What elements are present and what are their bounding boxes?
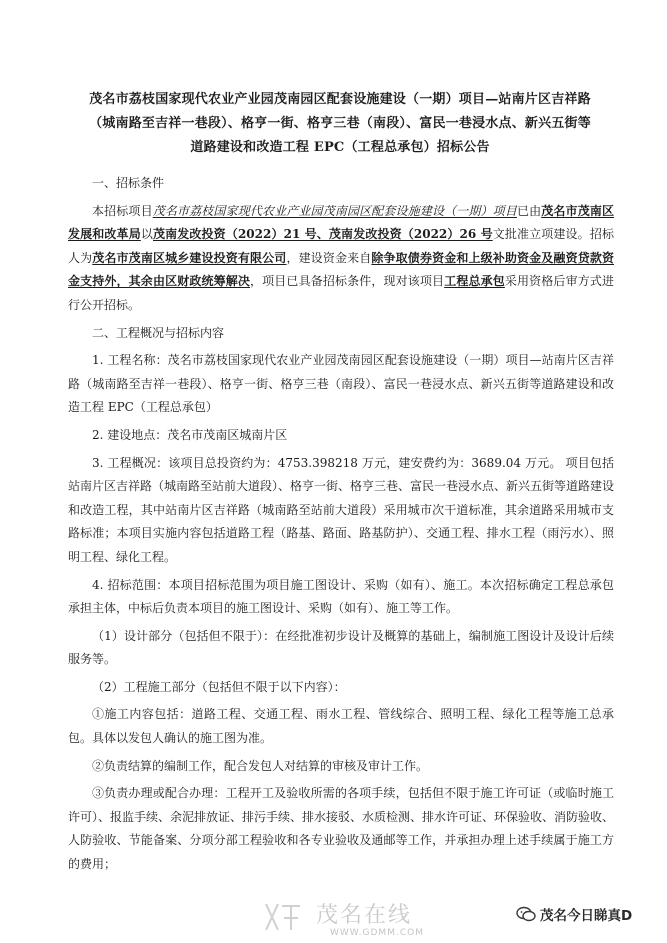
section-heading-bidding-conditions: 一、招标条件 bbox=[92, 176, 165, 190]
bidding-conditions-paragraph: 本招标项目茂名市荔枝国家现代农业产业园茂南园区配套设施建设（一期）项目已由茂名市茂南区发展和改革局以茂南发改投资（2022）21 号、茂南发改投资（2022）26 号文批准立项建设。招标人为茂名市茂南区城乡建设投资有限公司，建设资金来自除争取债券资金和上级补助资金及融资贷款资金支持外，其余由区财政统筹解决，项目已具备招标条件，现对该项目工程总承包采用资格后审方式进行公开招标。 bbox=[68, 203, 614, 312]
watermark-url: WWW.GDMM.COM bbox=[330, 928, 424, 938]
construction-content-3: ③负责办理或配合办理：工程开工及验收所需的各项手续，包括但不限于施工许可证（或临时施工许可）、报监手续、余泥排放证、排污手续、排水接驳、水质检测、排水许可证、环保验收、消防验收、人防验收、节能备案、分项分部工程验收和各专业验收及通邮等工作，并承担办理上述手续属于施工方的费用； bbox=[68, 786, 615, 872]
watermark-brand: 茂名在线 bbox=[316, 903, 413, 928]
wechat-account-name: 茂名今日睇真D bbox=[540, 908, 633, 924]
item-scope: 4. 招标范围：本项目招标范围为项目施工图设计、采购（如有）、施工。本次招标确定工程总承包承担主体，中标后负责本项目的施工图设计、采购（如有）、施工等工作。 bbox=[68, 577, 614, 616]
construction-content-2: ②负责结算的编制工作，配合发包人对结算的审核及审计工作。 bbox=[92, 758, 429, 773]
item-project-name: 1. 工程名称：茂名市荔枝国家现代农业产业园茂南园区配套设施建设（一期）项目—站南片区吉祥路（城南路至吉祥一巷段）、格亨一街、格亨三巷（南段）、富民一巷浸水点、新兴五街等道路建设和改造工程 EPC（工程总承包） bbox=[68, 353, 614, 415]
section-heading-project-overview: 二、工程概况与招标内容 bbox=[92, 325, 225, 340]
wechat-icon bbox=[516, 906, 536, 922]
title-line-2: （城南路至吉祥一巷段）、格亨一街、格亨三巷（南段）、富民一巷浸水点、新兴五街等 bbox=[89, 116, 591, 131]
item-location: 2. 建设地点：茂名市茂南区城南片区 bbox=[92, 427, 288, 442]
title-line-3: 道路建设和改造工程 EPC（工程总承包）招标公告 bbox=[190, 140, 490, 155]
item-overview: 3. 工程概况：该项目总投资约为：4753.398218 万元，建安费约为：3689.04 万元。 项目包括站南片区吉祥路（城南路至站前大道段）、格亨一街、格亨三巷、富民一巷浸水点、新兴五街等道路建设和改造工程，其中站南片区吉祥路（城南路至站前大道段）采用城市次干道标准，其余道路采用城市支路标准；本项目实施内容包括道路工程（路基、路面、路基防护）、交通工程、排水工程（雨污水）、照明工程、绿化工程。 bbox=[68, 455, 615, 564]
title-line-1: 茂名市荔枝国家现代农业产业园茂南园区配套设施建设（一期）项目—站南片区吉祥路 bbox=[89, 92, 591, 107]
sub-construction-part: （2）工程施工部分（包括但不限于以下内容）： bbox=[92, 679, 346, 694]
watermark-logo-icon bbox=[262, 900, 304, 934]
wechat-account-badge bbox=[516, 904, 632, 924]
announcement-body bbox=[68, 172, 614, 881]
announcement-title bbox=[70, 88, 610, 160]
sub-design-part: （1）设计部分（包括但不限于）：在经批准初步设计及概算的基础上，编制施工图设计及设计后续服务等。 bbox=[68, 628, 614, 667]
construction-content-1: ①施工内容包括：道路工程、交通工程、雨水工程、管线综合、照明工程、绿化工程等施工总承包。具体以发包人确认的施工图为准。 bbox=[68, 707, 614, 746]
